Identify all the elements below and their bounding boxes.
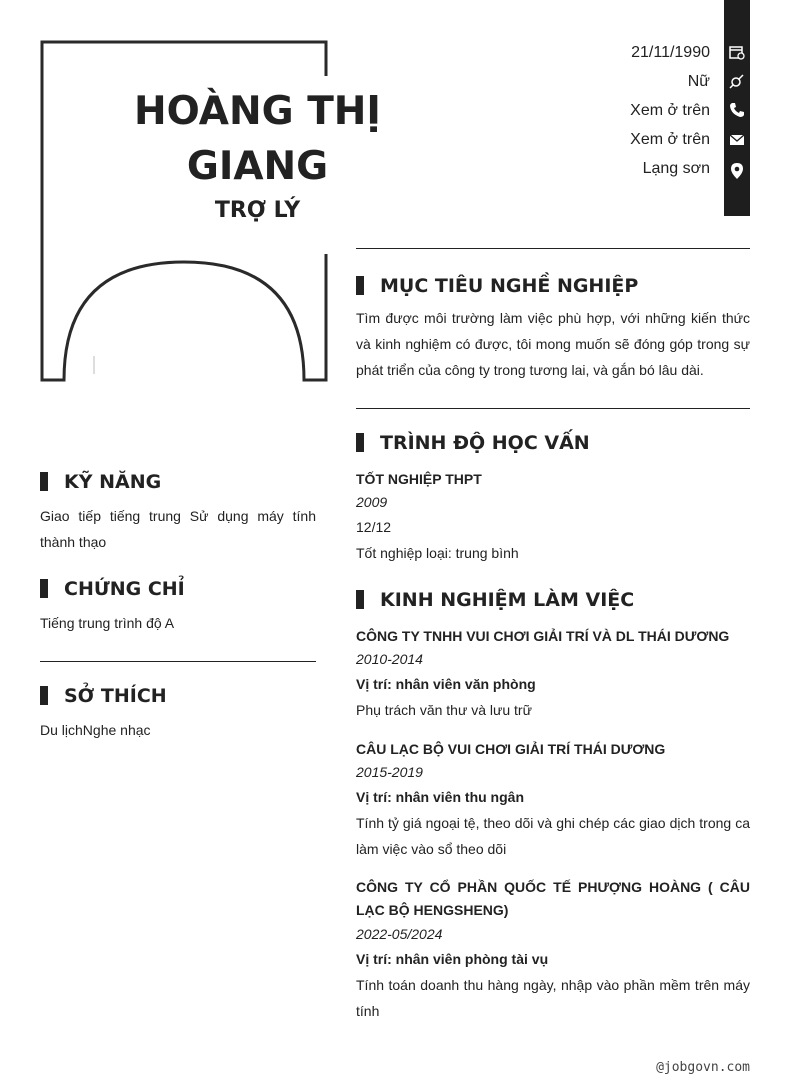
- section-marker: [356, 433, 364, 452]
- section-marker: [40, 472, 48, 491]
- address: Lạng sơn: [642, 160, 710, 177]
- job-period: 2015-2019: [356, 764, 423, 780]
- job-position: Vị trí: nhân viên phòng tài vụ: [356, 951, 549, 967]
- watermark: @jobgovn.com: [656, 1060, 750, 1075]
- experience-section-title: KINH NGHIỆM LÀM VIỆC: [356, 589, 634, 611]
- education-school: TỐT NGHIỆP THPT: [356, 471, 482, 487]
- hobbies-text: Du lịchNghe nhạc: [40, 722, 151, 738]
- job-description: Tính toán doanh thu hàng ngày, nhập vào phần mềm trên máy tính: [356, 977, 750, 1019]
- gender: Nữ: [687, 73, 710, 90]
- divider: [356, 248, 750, 249]
- job-period: 2010-2014: [356, 651, 423, 667]
- profile-role: TRỢ LÝ: [214, 198, 301, 223]
- objective-section-title: MỤC TIÊU NGHỀ NGHIỆP: [356, 275, 638, 297]
- objective-text: Tìm được môi trường làm việc phù hợp, với những kiến thức và kinh nghiệm có được, tôi mong muốn sẽ đóng góp trong sự phát triển của công ty trong tương lai, và gắn bó lâu dài.: [356, 310, 750, 378]
- section-marker: [356, 276, 364, 295]
- education-result: Tốt nghiệp loại: trung bình: [356, 545, 519, 561]
- email-icon: [729, 132, 745, 148]
- calendar-icon: [729, 44, 745, 60]
- birthdate: 21/11/1990: [631, 44, 710, 61]
- skills-text: Giao tiếp tiếng trung Sử dụng máy tính thành thạo: [40, 508, 316, 550]
- education-grade: 12/12: [356, 519, 392, 535]
- phone-icon: [729, 102, 745, 118]
- contact-icon-bar: [724, 0, 750, 216]
- certificates-text: Tiếng trung trình độ A: [40, 615, 175, 631]
- section-marker: [40, 579, 48, 598]
- divider: [356, 408, 750, 409]
- location-icon: [729, 162, 745, 180]
- job-description: Tính tỷ giá ngoại tệ, theo dõi và ghi chép các giao dịch trong ca làm việc vào sổ theo dõi: [356, 815, 750, 857]
- email: Xem ở trên: [630, 131, 710, 148]
- section-marker: [40, 686, 48, 705]
- phone: Xem ở trên: [630, 102, 710, 119]
- section-marker: [356, 590, 364, 609]
- profile-name: HOÀNG THỊ GIANG: [134, 89, 381, 189]
- gender-icon: [729, 73, 745, 89]
- job-company: CÂU LẠC BỘ VUI CHƠI GIẢI TRÍ THÁI DƯƠNG: [356, 741, 666, 757]
- contact-list: [630, 38, 710, 183]
- skills-section-title: KỸ NĂNG: [40, 471, 161, 493]
- job-company: CÔNG TY CỔ PHẦN QUỐC TẾ PHƯỢNG HOÀNG ( CÂU LẠC BỘ HENGSHENG): [356, 879, 750, 918]
- divider: [40, 661, 316, 662]
- job-company: CÔNG TY TNHH VUI CHƠI GIẢI TRÍ VÀ DL THÁI DƯƠNG: [356, 628, 730, 644]
- education-year: 2009: [356, 494, 388, 510]
- job-description: Phụ trách văn thư và lưu trữ: [356, 702, 532, 718]
- education-section-title: TRÌNH ĐỘ HỌC VẤN: [356, 432, 590, 454]
- job-position: Vị trí: nhân viên thu ngân: [356, 789, 524, 805]
- job-position: Vị trí: nhân viên văn phòng: [356, 676, 536, 692]
- certificates-section-title: CHỨNG CHỈ: [40, 578, 185, 600]
- hobbies-section-title: SỞ THÍCH: [40, 685, 167, 707]
- job-period: 2022-05/2024: [356, 926, 443, 942]
